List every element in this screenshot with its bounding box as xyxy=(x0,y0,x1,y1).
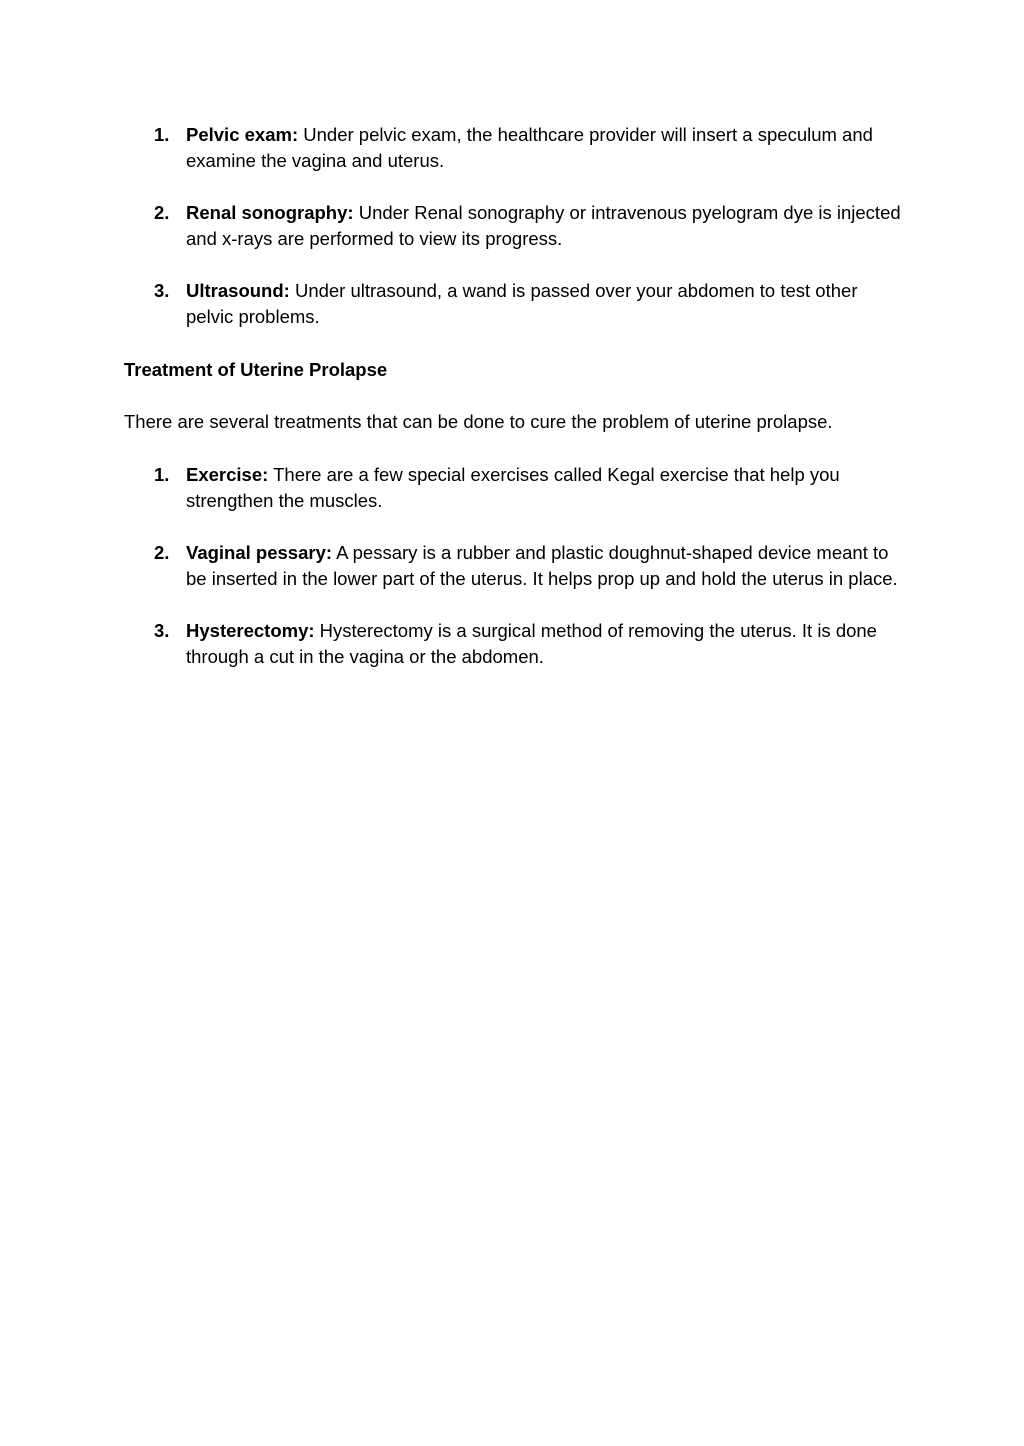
list-term: Hysterectomy: xyxy=(186,620,315,641)
list-term: Pelvic exam: xyxy=(186,124,299,145)
list-number: 1. xyxy=(154,464,170,485)
list-item xyxy=(124,462,904,514)
intro-paragraph: There are several treatments that can be done to cure the problem of uterine prolapse. xyxy=(124,411,833,432)
list-item xyxy=(124,618,904,670)
list-term: Exercise: xyxy=(186,464,269,485)
list-text: A pessary is a rubber and plastic doughnut-shaped device meant to be inserted in the lower part of the uterus. It helps prop up and hold the uterus in place. xyxy=(186,542,898,589)
list-term: Renal sonography: xyxy=(186,202,354,223)
list-number: 2. xyxy=(154,202,170,223)
diagnosis-list xyxy=(124,122,904,330)
list-text: Under Renal sonography or intravenous pyelogram dye is injected and x-rays are performed to view its progress. xyxy=(186,202,901,249)
list-text: Hysterectomy is a surgical method of removing the uterus. It is done through a cut in the vagina or the abdomen. xyxy=(186,620,877,667)
list-number: 3. xyxy=(154,620,170,641)
list-item xyxy=(124,278,904,330)
list-item xyxy=(124,200,904,252)
list-item xyxy=(124,540,904,592)
list-text: Under ultrasound, a wand is passed over your abdomen to test other pelvic problems. xyxy=(186,280,858,327)
treatment-list xyxy=(124,462,904,670)
list-term: Vaginal pessary: xyxy=(186,542,333,563)
list-text: There are a few special exercises called Kegal exercise that help you strengthen the muscles. xyxy=(186,464,840,511)
section-heading: Treatment of Uterine Prolapse xyxy=(124,359,388,380)
list-term: Ultrasound: xyxy=(186,280,290,301)
list-item xyxy=(124,122,904,174)
list-text: Under pelvic exam, the healthcare provider will insert a speculum and examine the vagina and uterus. xyxy=(186,124,873,171)
list-number: 2. xyxy=(154,542,170,563)
list-number: 1. xyxy=(154,124,170,145)
list-number: 3. xyxy=(154,280,170,301)
